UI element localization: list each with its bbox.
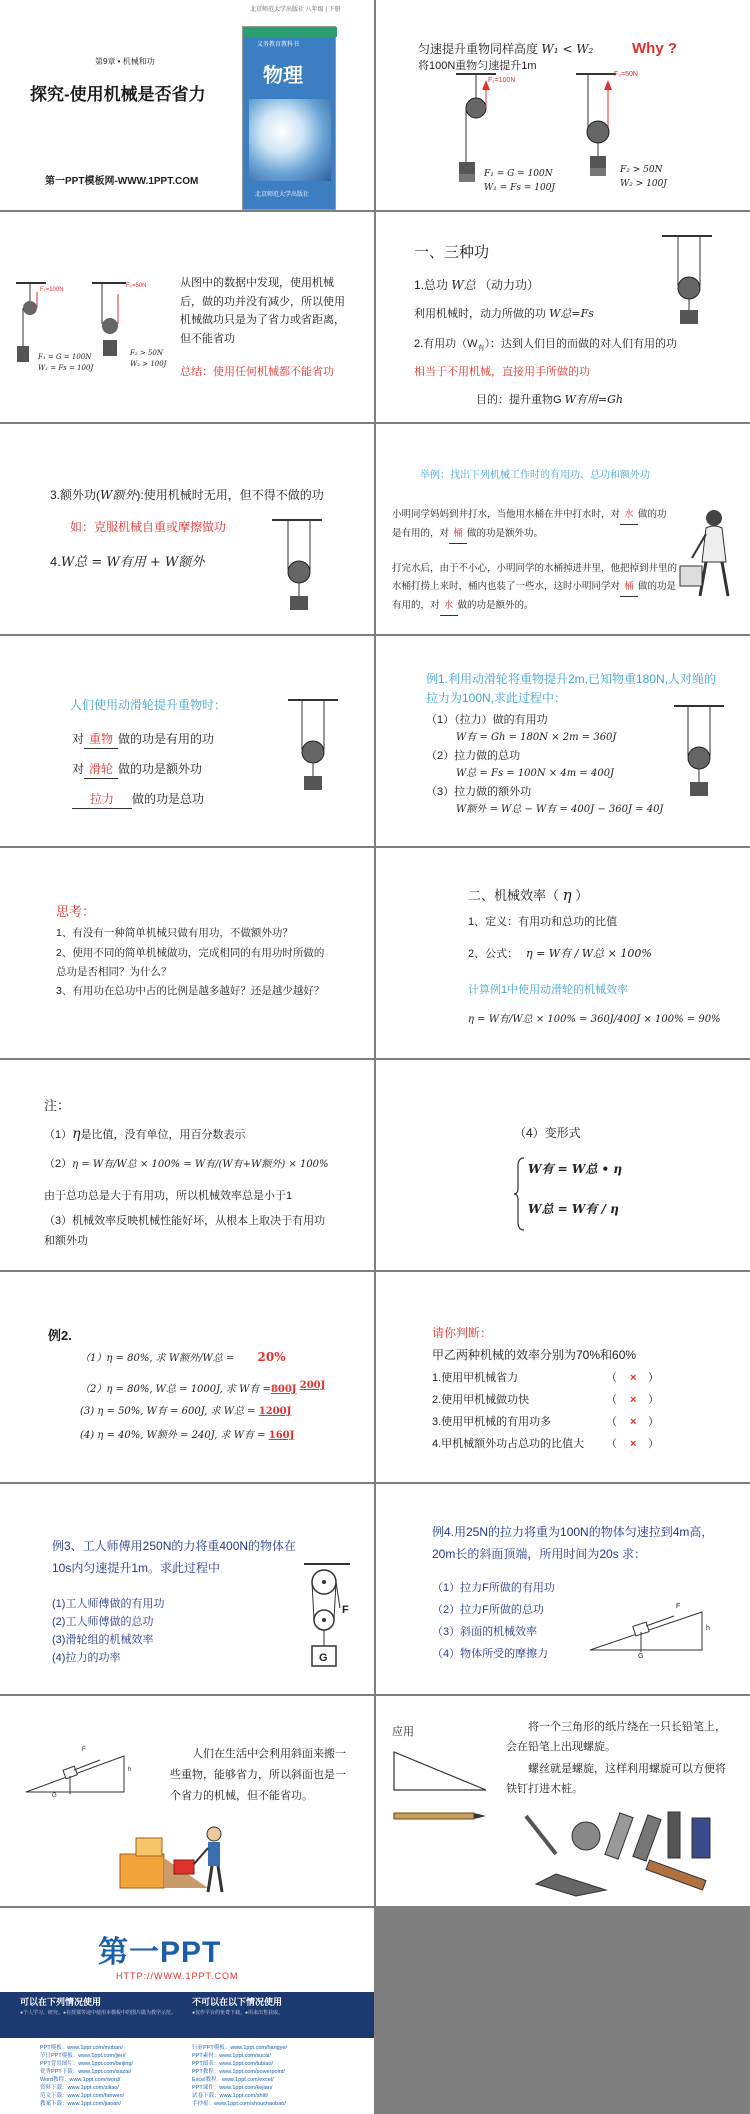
top-label: 北京师范大学出版社 八年级 | 下册 bbox=[250, 7, 341, 13]
slide-8 bbox=[376, 636, 750, 846]
slide-15 bbox=[0, 1484, 374, 1694]
height-label: h bbox=[706, 1625, 710, 1632]
footer-link[interactable]: Excel教程：www.1ppt.com/excel/ bbox=[192, 2077, 274, 2083]
s8-heading: 例1.利用动滑轮将重物提升2m,已知物重180N,人对绳的拉力为100N,求此过程中： bbox=[426, 672, 717, 706]
question-item: （2）拉力F所做的总功 bbox=[432, 1604, 544, 1616]
force-f1-label: F₁=100N bbox=[40, 287, 64, 293]
force-f2-label: F₂=50N bbox=[126, 283, 147, 289]
s9-q1: 1、有没有一种简单机械只做有用功，不做额外功？ bbox=[56, 927, 293, 939]
slide-3 bbox=[0, 212, 374, 422]
s3-body: 从图中的数据中发现，使用机械后，做的功并没有减少，所以使用机械做功只是为了省力或省距离，但不能省功 bbox=[180, 277, 345, 346]
s11-note3: 由于总功总是大于有用功，所以机械效率总是小于1 bbox=[44, 1190, 293, 1202]
s13-answer4: 160J bbox=[268, 1430, 295, 1441]
slide-7 bbox=[0, 636, 374, 846]
eq-left-1: F₁ = G = 100N bbox=[38, 353, 92, 361]
s12-heading: （4）变形式 bbox=[514, 1126, 581, 1140]
slide-16 bbox=[376, 1484, 750, 1694]
slide-1 bbox=[0, 0, 374, 210]
s7-line1: 对 重物 做的功是有用的功 bbox=[72, 730, 214, 749]
s11-heading: 注： bbox=[44, 1098, 71, 1113]
s9-q2: 2、使用不同的简单机械做功，完成相同的有用功时所做的总功是否相同？为什么？ bbox=[56, 947, 325, 978]
paren-left: （ bbox=[606, 1372, 617, 1384]
paren-right: ） bbox=[648, 1394, 659, 1406]
footer-link[interactable]: PPT教程：www.1ppt.com/powerpoint/ bbox=[192, 2069, 285, 2075]
s8-q3: （3）拉力做的额外功 bbox=[426, 786, 532, 798]
s5-item3: 3.额外功(W额外):使用机械时无用，但不得不做的功 bbox=[50, 488, 324, 502]
s13-heading: 例2. bbox=[48, 1328, 72, 1343]
footer-link[interactable]: 范文下载：www.1ppt.com/fanwen/ bbox=[40, 2093, 125, 2099]
screw-tools-illustration bbox=[516, 1804, 736, 1900]
footer-link[interactable]: 节日PPT模板：www.1ppt.com/jieri/ bbox=[40, 2053, 126, 2059]
slide-5 bbox=[0, 424, 374, 634]
slide-17 bbox=[0, 1696, 374, 1906]
question-item: (3)滑轮组的机械效率 bbox=[52, 1634, 154, 1646]
s8-eq3: W额外 = W总 − W有 = 400J − 360J = 40J bbox=[456, 804, 664, 815]
incline-diagram bbox=[582, 1598, 722, 1658]
usage-ok-text: ●个人学习、研究。●在授课等途中使用本模板中的图片做为教学示范。 bbox=[20, 2010, 177, 2016]
s4-line2: 利用机械时，动力所做的功 W总=Fs bbox=[414, 307, 594, 320]
s12-formula-1: W有 = W总 • η bbox=[528, 1162, 623, 1176]
judge-mark: × bbox=[630, 1372, 637, 1384]
s6-para1: 小明同学妈妈到井打水，当他用水桶在井中打水时，对 水 做的功是有用的，对 桶 做的功是额外功。 bbox=[392, 506, 672, 544]
judge-item: 4.甲机械额外功占总功的比值大 bbox=[432, 1438, 585, 1450]
judge-mark: × bbox=[630, 1394, 637, 1406]
s18-label: 应用 bbox=[392, 1726, 414, 1738]
pencil-icon bbox=[390, 1810, 490, 1822]
judge-item: 3.使用甲机械的有用功多 bbox=[432, 1416, 552, 1428]
footer-link[interactable]: PPT背景图片：www.1ppt.com/beijing/ bbox=[40, 2061, 133, 2067]
chapter-label: 第9章 • 机械和功 bbox=[95, 57, 155, 66]
why-label: Why ? bbox=[632, 40, 677, 57]
s7-line3: 拉力 做的功是总功 bbox=[72, 790, 204, 809]
s6-heading: 举例：找出下列机械工作时的有用功、总功和额外功 bbox=[420, 470, 650, 481]
s14-heading: 请你判断： bbox=[432, 1326, 493, 1340]
pulley-diagram bbox=[262, 516, 332, 626]
usage-banner bbox=[0, 1992, 374, 2038]
slide-9 bbox=[0, 848, 374, 1058]
weight-label: G bbox=[319, 1652, 328, 1664]
slide-6 bbox=[376, 424, 750, 634]
brace-icon bbox=[514, 1156, 526, 1232]
force-f2-label: F₂=50N bbox=[614, 71, 638, 78]
slide-4 bbox=[376, 212, 750, 422]
slide-13 bbox=[0, 1272, 374, 1482]
s12-formula-2: W总 = W有 / η bbox=[528, 1202, 619, 1216]
s11-note4: （3）机械效率反映机械性能好坏，从根本上取决于有用功和额外功 bbox=[44, 1215, 326, 1247]
eq-left-2: W₁ = Fs = 100J bbox=[484, 183, 556, 193]
s8-eq2: W总 = Fs = 100N × 4m = 400J bbox=[456, 768, 615, 779]
s13-answer2: 800J bbox=[270, 1384, 297, 1395]
s2-heading: 匀速提升重物同样高度 W₁ < W₂ bbox=[418, 42, 594, 56]
person-with-bucket bbox=[676, 504, 746, 604]
weight-label: G bbox=[52, 1793, 57, 1799]
s4-item1: 1.总功 W总 （动力功） bbox=[414, 278, 540, 292]
s13-row2: （2）η = 80%, W总 = 1000J, 求 W有 =800J 200J bbox=[80, 1380, 326, 1395]
s7-line2: 对 滑轮 做的功是额外功 bbox=[72, 760, 202, 779]
s18-para2: 螺丝就是螺旋，这样利用螺旋可以方便将铁钉打进木桩。 bbox=[506, 1763, 726, 1795]
s17-body: 人们在生活中会利用斜面来搬一些重物，能够省力，所以斜面也是一个省力的机械，但不能省功。 bbox=[170, 1748, 346, 1802]
s13-answer2b: 200J bbox=[299, 1380, 326, 1391]
s7-heading: 人们使用动滑轮提升重物时： bbox=[70, 698, 227, 712]
s5-red-line: 如：克服机械自重或摩擦做功 bbox=[70, 520, 227, 534]
s4-heading: 一、三种功 bbox=[414, 244, 490, 261]
question-item: （4）物体所受的摩擦力 bbox=[432, 1648, 549, 1660]
footer-link[interactable]: PPT模板：www.1ppt.com/moban/ bbox=[40, 2045, 123, 2051]
s13-answer1: 20% bbox=[257, 1350, 286, 1364]
footer-link[interactable]: 行业PPT模板：www.1ppt.com/hangye/ bbox=[192, 2045, 288, 2051]
s5-item4: 4.W总 = W有用 + W额外 bbox=[50, 554, 205, 570]
slide-14 bbox=[376, 1272, 750, 1482]
s3-summary: 总结：使用任何机械都不能省功 bbox=[180, 366, 334, 378]
footer-link[interactable]: 优秀PPT下载：www.1ppt.com/xiazai/ bbox=[40, 2069, 132, 2075]
judge-item: 1.使用甲机械省力 bbox=[432, 1372, 519, 1384]
s13-row3: (3) η = 50%, W有 = 600J, 求 W总 = 1200J bbox=[80, 1406, 292, 1417]
slide-11 bbox=[0, 1060, 374, 1270]
s16-heading: 例4.用25N的拉力将重为100N的物体匀速拉到4m高，20m长的斜面顶端，所用时间为20s 求： bbox=[432, 1525, 714, 1561]
footer-link[interactable]: 资料下载：www.1ppt.com/ziliao/ bbox=[40, 2085, 119, 2091]
s13-row1: （1）η = 80%, 求 W额外/W总 = 20% bbox=[80, 1350, 286, 1364]
footer-link[interactable]: PPT图表：www.1ppt.com/tubiao/ bbox=[192, 2061, 274, 2067]
paren-right: ） bbox=[648, 1438, 659, 1450]
eq-right-1: F₂ > 50N bbox=[620, 165, 663, 175]
eq-right-2: W₂ > 100J bbox=[620, 179, 667, 189]
movable-pulley-diagram bbox=[668, 702, 728, 812]
s8-q1: （1）（拉力）做的有用功 bbox=[426, 714, 548, 726]
weight-label: G bbox=[638, 1653, 644, 1660]
s15-heading: 例3、工人师傅用250N的力将重400N的物体在10s内匀速提升1m。求此过程中 bbox=[52, 1539, 297, 1575]
paren-left: （ bbox=[606, 1438, 617, 1450]
judge-item: 2.使用甲机械做功快 bbox=[432, 1394, 530, 1406]
s14-intro: 甲乙两种机械的效率分别为70%和60% bbox=[432, 1348, 637, 1362]
judge-mark: × bbox=[630, 1416, 637, 1428]
footer-link[interactable]: Word教程：www.1ppt.com/word/ bbox=[40, 2077, 121, 2083]
footer-link[interactable]: PPT素材：www.1ppt.com/sucai/ bbox=[192, 2053, 271, 2059]
book-publisher: 北京师范大学出版社 bbox=[255, 192, 310, 198]
logo-url: HTTP://WWW.1PPT.COM bbox=[116, 1971, 239, 1981]
work-compare: W₁ < W₂ bbox=[541, 42, 594, 56]
s11-note2: （2）η = W有/W总 × 100% = W有/(W有+W额外) × 100% bbox=[44, 1158, 329, 1170]
movable-pulley-diagram bbox=[652, 232, 722, 332]
movable-pulley-diagram bbox=[282, 696, 342, 806]
footer-link[interactable]: PPT课件：www.1ppt.com/kejian/ bbox=[192, 2085, 273, 2091]
s2-subheading: 将100N重物匀速提升1m bbox=[418, 60, 537, 72]
question-item: (4)拉力的功率 bbox=[52, 1652, 121, 1664]
textbook-cover bbox=[242, 26, 336, 210]
eq-right-1: F₂ > 50N bbox=[130, 349, 164, 357]
s13-row4: (4) η = 40%, W额外 = 240J, 求 W有 = 160J bbox=[80, 1430, 295, 1441]
s9-heading: 思考： bbox=[56, 904, 96, 919]
force-label: F bbox=[82, 1747, 86, 1753]
s6-para2: 打完水后，由于不小心，小明同学的水桶掉进井里，他把掉到井里的水桶打捞上来时，桶内也装了一些水，这时小明同学对 桶 做的功是有用的，对 水 做的功是额外的。 bbox=[392, 560, 678, 616]
force-label: F bbox=[342, 1604, 349, 1616]
slide-2 bbox=[376, 0, 750, 210]
question-item: （3）斜面的机械效率 bbox=[432, 1626, 538, 1638]
triangle-paper-diagram bbox=[390, 1748, 490, 1794]
eq-left-2: W₁ = Fs = 100J bbox=[38, 364, 94, 372]
usage-ok-title: 可以在下列情况使用 bbox=[20, 1997, 102, 2007]
s10-definition: 1、定义：有用功和总功的比值 bbox=[468, 916, 618, 928]
paren-left: （ bbox=[606, 1416, 617, 1428]
logo-text: 第一PPT bbox=[98, 1936, 222, 1969]
judge-mark: × bbox=[630, 1438, 637, 1450]
usage-no-text: ●仅作平台的免费下载。●用来出售获取。 bbox=[192, 2010, 284, 2016]
usage-no-title: 不可以在以下情况使用 bbox=[192, 1997, 283, 2007]
eq-left-1: F₁ = G = 100N bbox=[484, 169, 553, 179]
credit-text: 第一PPT模板网-WWW.1PPT.COM bbox=[45, 176, 199, 187]
height-label: h bbox=[128, 1767, 132, 1773]
slide-10 bbox=[376, 848, 750, 1058]
s10-calc: η = W有/W总 × 100% = 360J/400J × 100% = 90% bbox=[468, 1014, 721, 1025]
s18-para1: 将一个三角形的纸片绕在一只长铅笔上，会在铅笔上出现螺旋。 bbox=[506, 1721, 726, 1753]
force-label: F bbox=[676, 1603, 681, 1610]
s10-heading: 二、机械效率（ η ） bbox=[468, 886, 589, 904]
s4-item2: 2.有用功$(W_有)$：达到人们目的而做的对人们有用的功 bbox=[414, 338, 678, 353]
moving-boxes-illustration bbox=[116, 1814, 236, 1898]
question-item: (1)工人师傅做的有用功 bbox=[52, 1598, 165, 1610]
s13-answer3: 1200J bbox=[258, 1406, 292, 1417]
eq-right-2: W₂ > 100J bbox=[130, 360, 167, 368]
paren-left: （ bbox=[606, 1394, 617, 1406]
s4-red-line: 相当于不用机械，直接用手所做的功 bbox=[414, 366, 590, 378]
book-title: 物理 bbox=[263, 65, 303, 87]
s10-formula-label: 2、公式： bbox=[468, 948, 519, 960]
question-item: (2)工人师傅做的总功 bbox=[52, 1616, 154, 1628]
s8-eq1: W有 = Gh = 180N × 2m = 360J bbox=[456, 732, 617, 743]
slide-18 bbox=[376, 1696, 750, 1906]
slide-12 bbox=[376, 1060, 750, 1270]
slide-19 bbox=[0, 1908, 374, 2114]
slide-title: 探究-使用机械是否省力 bbox=[30, 85, 206, 104]
pulley-block-diagram bbox=[300, 1560, 360, 1680]
s9-q3: 3、有用功在总功中占的比例是越多越好？还是越少越好？ bbox=[56, 985, 325, 997]
footer-link[interactable]: 手抄报：www.1ppt.com/shouchaobao/ bbox=[192, 2101, 286, 2107]
s11-note1: （1）η是比值，没有单位，用百分数表示 bbox=[44, 1126, 246, 1142]
s8-q2: （2）拉力做的总功 bbox=[426, 750, 521, 762]
book-sub: 义务教育教科书 bbox=[257, 42, 300, 48]
paren-right: ） bbox=[648, 1416, 659, 1428]
s4-purpose: 目的：提升重物G W有用=Gh bbox=[476, 393, 624, 406]
paren-right: ） bbox=[648, 1372, 659, 1384]
s10-calc-title: 计算例1中使用动滑轮的机械效率 bbox=[468, 984, 629, 996]
s10-formula: η = W有 / W总 × 100% bbox=[526, 947, 652, 960]
question-item: （1）拉力F所做的有用功 bbox=[432, 1582, 555, 1594]
footer-link[interactable]: 教案下载：www.1ppt.com/jiaoan/ bbox=[40, 2101, 121, 2107]
incline-diagram bbox=[20, 1744, 140, 1800]
footer-link[interactable]: 试卷下载：www.1ppt.com/shiti/ bbox=[192, 2093, 269, 2099]
force-f1-label: F₁=100N bbox=[488, 77, 516, 84]
